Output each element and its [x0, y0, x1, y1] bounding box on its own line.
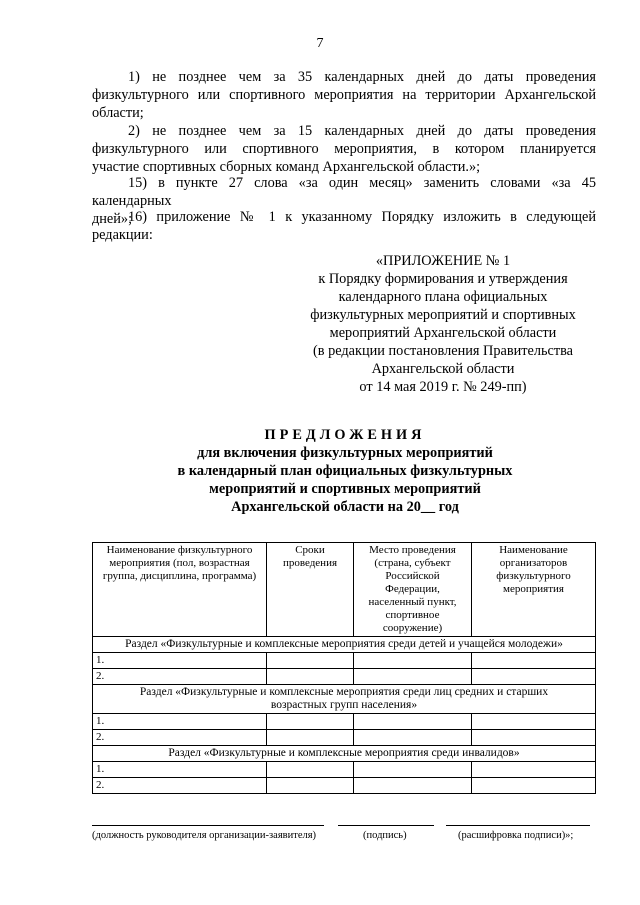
- signature-line-position: [92, 825, 324, 826]
- table-row: [93, 669, 596, 685]
- header-cell-venue: Место проведения (страна, субъект Российской Федерации, населенный пункт, спортивное сооружение): [354, 543, 472, 637]
- signature-line-decoding: [446, 825, 590, 826]
- appendix-line: «ПРИЛОЖЕНИЕ № 1: [375, 253, 511, 269]
- table-cell: [472, 778, 596, 794]
- paragraph-line: участие спортивных сборных команд Архангельской области.»;: [92, 159, 481, 175]
- table-cell: [354, 778, 472, 794]
- table-cell: [472, 714, 596, 730]
- row-number: 1.: [93, 714, 267, 730]
- paragraph-line: 15) в пункте 27 слова «за один месяц» заменить словами «за 45 календарных: [92, 175, 596, 209]
- title-heading: ПРЕДЛОЖЕНИЯ: [264, 427, 426, 443]
- table-cell: [354, 653, 472, 669]
- table-cell: [354, 669, 472, 685]
- table-row: [93, 714, 596, 730]
- section-row: [93, 746, 596, 762]
- section-title: Раздел «Физкультурные и комплексные мероприятия среди лиц средних и старших возрастных групп населения»: [93, 685, 596, 714]
- appendix-header: [300, 252, 586, 396]
- paragraph-4: [92, 208, 596, 244]
- table-cell: [472, 669, 596, 685]
- table-cell: [267, 778, 354, 794]
- table-cell: [472, 653, 596, 669]
- section-title: Раздел «Физкультурные и комплексные мероприятия среди детей и учащейся молодежи»: [93, 637, 596, 653]
- table-row: [93, 730, 596, 746]
- paragraph-2: [92, 122, 596, 176]
- title-line: в календарный план официальных физкультурных: [177, 463, 513, 479]
- appendix-line: физкультурных мероприятий и спортивных: [310, 307, 576, 323]
- row-number: 1.: [93, 762, 267, 778]
- table-cell: [354, 762, 472, 778]
- appendix-line: к Порядку формирования и утверждения: [318, 271, 568, 287]
- appendix-line: (в редакции постановления Правительства: [312, 343, 574, 359]
- table-cell: [354, 730, 472, 746]
- paragraph-line: области;: [92, 105, 144, 121]
- title-line: для включения физкультурных мероприятий: [197, 445, 493, 461]
- section-row: [93, 637, 596, 653]
- paragraph-line: физкультурного или спортивного мероприятия на территории Архангельской: [92, 87, 596, 103]
- page-number: 7: [316, 36, 324, 51]
- table-cell: [267, 714, 354, 730]
- appendix-line: Архангельской области: [371, 361, 515, 377]
- table-row: [93, 762, 596, 778]
- appendix-line: мероприятий Архангельской области: [329, 325, 557, 341]
- signature-caption-signature: (подпись): [363, 830, 407, 841]
- paragraph-line: редакции:: [92, 227, 153, 243]
- document-title: [120, 426, 570, 516]
- appendix-line: календарного плана официальных: [338, 289, 548, 305]
- paragraph-line: физкультурного или спортивного мероприятия, в котором планируется: [92, 141, 596, 157]
- paragraph-line: 16) приложение № 1 к указанному Порядку изложить в следующей: [128, 209, 596, 225]
- title-line: мероприятий и спортивных мероприятий: [209, 481, 481, 497]
- header-cell-organizers: Наименование организаторов физкультурного мероприятия: [472, 543, 596, 637]
- section-row: [93, 685, 596, 714]
- signature-caption-decoding: (расшифровка подписи)»;: [458, 830, 574, 841]
- row-number: 2.: [93, 669, 267, 685]
- table-cell: [267, 730, 354, 746]
- paragraph-line: 1) не позднее чем за 35 календарных дней до даты проведения: [128, 69, 596, 85]
- paragraph-line: 2) не позднее чем за 15 календарных дней до даты проведения: [128, 123, 596, 139]
- signature-line-signature: [338, 825, 434, 826]
- row-number: 2.: [93, 730, 267, 746]
- row-number: 2.: [93, 778, 267, 794]
- title-line: Архангельской области на 20__ год: [231, 499, 459, 515]
- table-cell: [354, 714, 472, 730]
- appendix-line: от 14 мая 2019 г. № 249-пп): [359, 379, 527, 395]
- header-cell-event-name: Наименование физкультурного мероприятия (пол, возрастная группа, дисциплина, программа): [93, 543, 267, 637]
- table-row: [93, 778, 596, 794]
- proposals-table: [92, 542, 596, 794]
- signature-caption-position: (должность руководителя организации-заявителя): [92, 830, 317, 841]
- table-cell: [267, 653, 354, 669]
- paragraph-1: [92, 68, 596, 122]
- header-cell-dates: Сроки проведения: [267, 543, 354, 637]
- table-cell: [472, 762, 596, 778]
- table-header-row: [93, 543, 596, 637]
- section-title: Раздел «Физкультурные и комплексные мероприятия среди инвалидов»: [93, 746, 596, 762]
- table-cell: [267, 669, 354, 685]
- paragraph-line: дней»;: [92, 211, 133, 227]
- row-number: 1.: [93, 653, 267, 669]
- table-row: [93, 653, 596, 669]
- table-cell: [267, 762, 354, 778]
- table-cell: [472, 730, 596, 746]
